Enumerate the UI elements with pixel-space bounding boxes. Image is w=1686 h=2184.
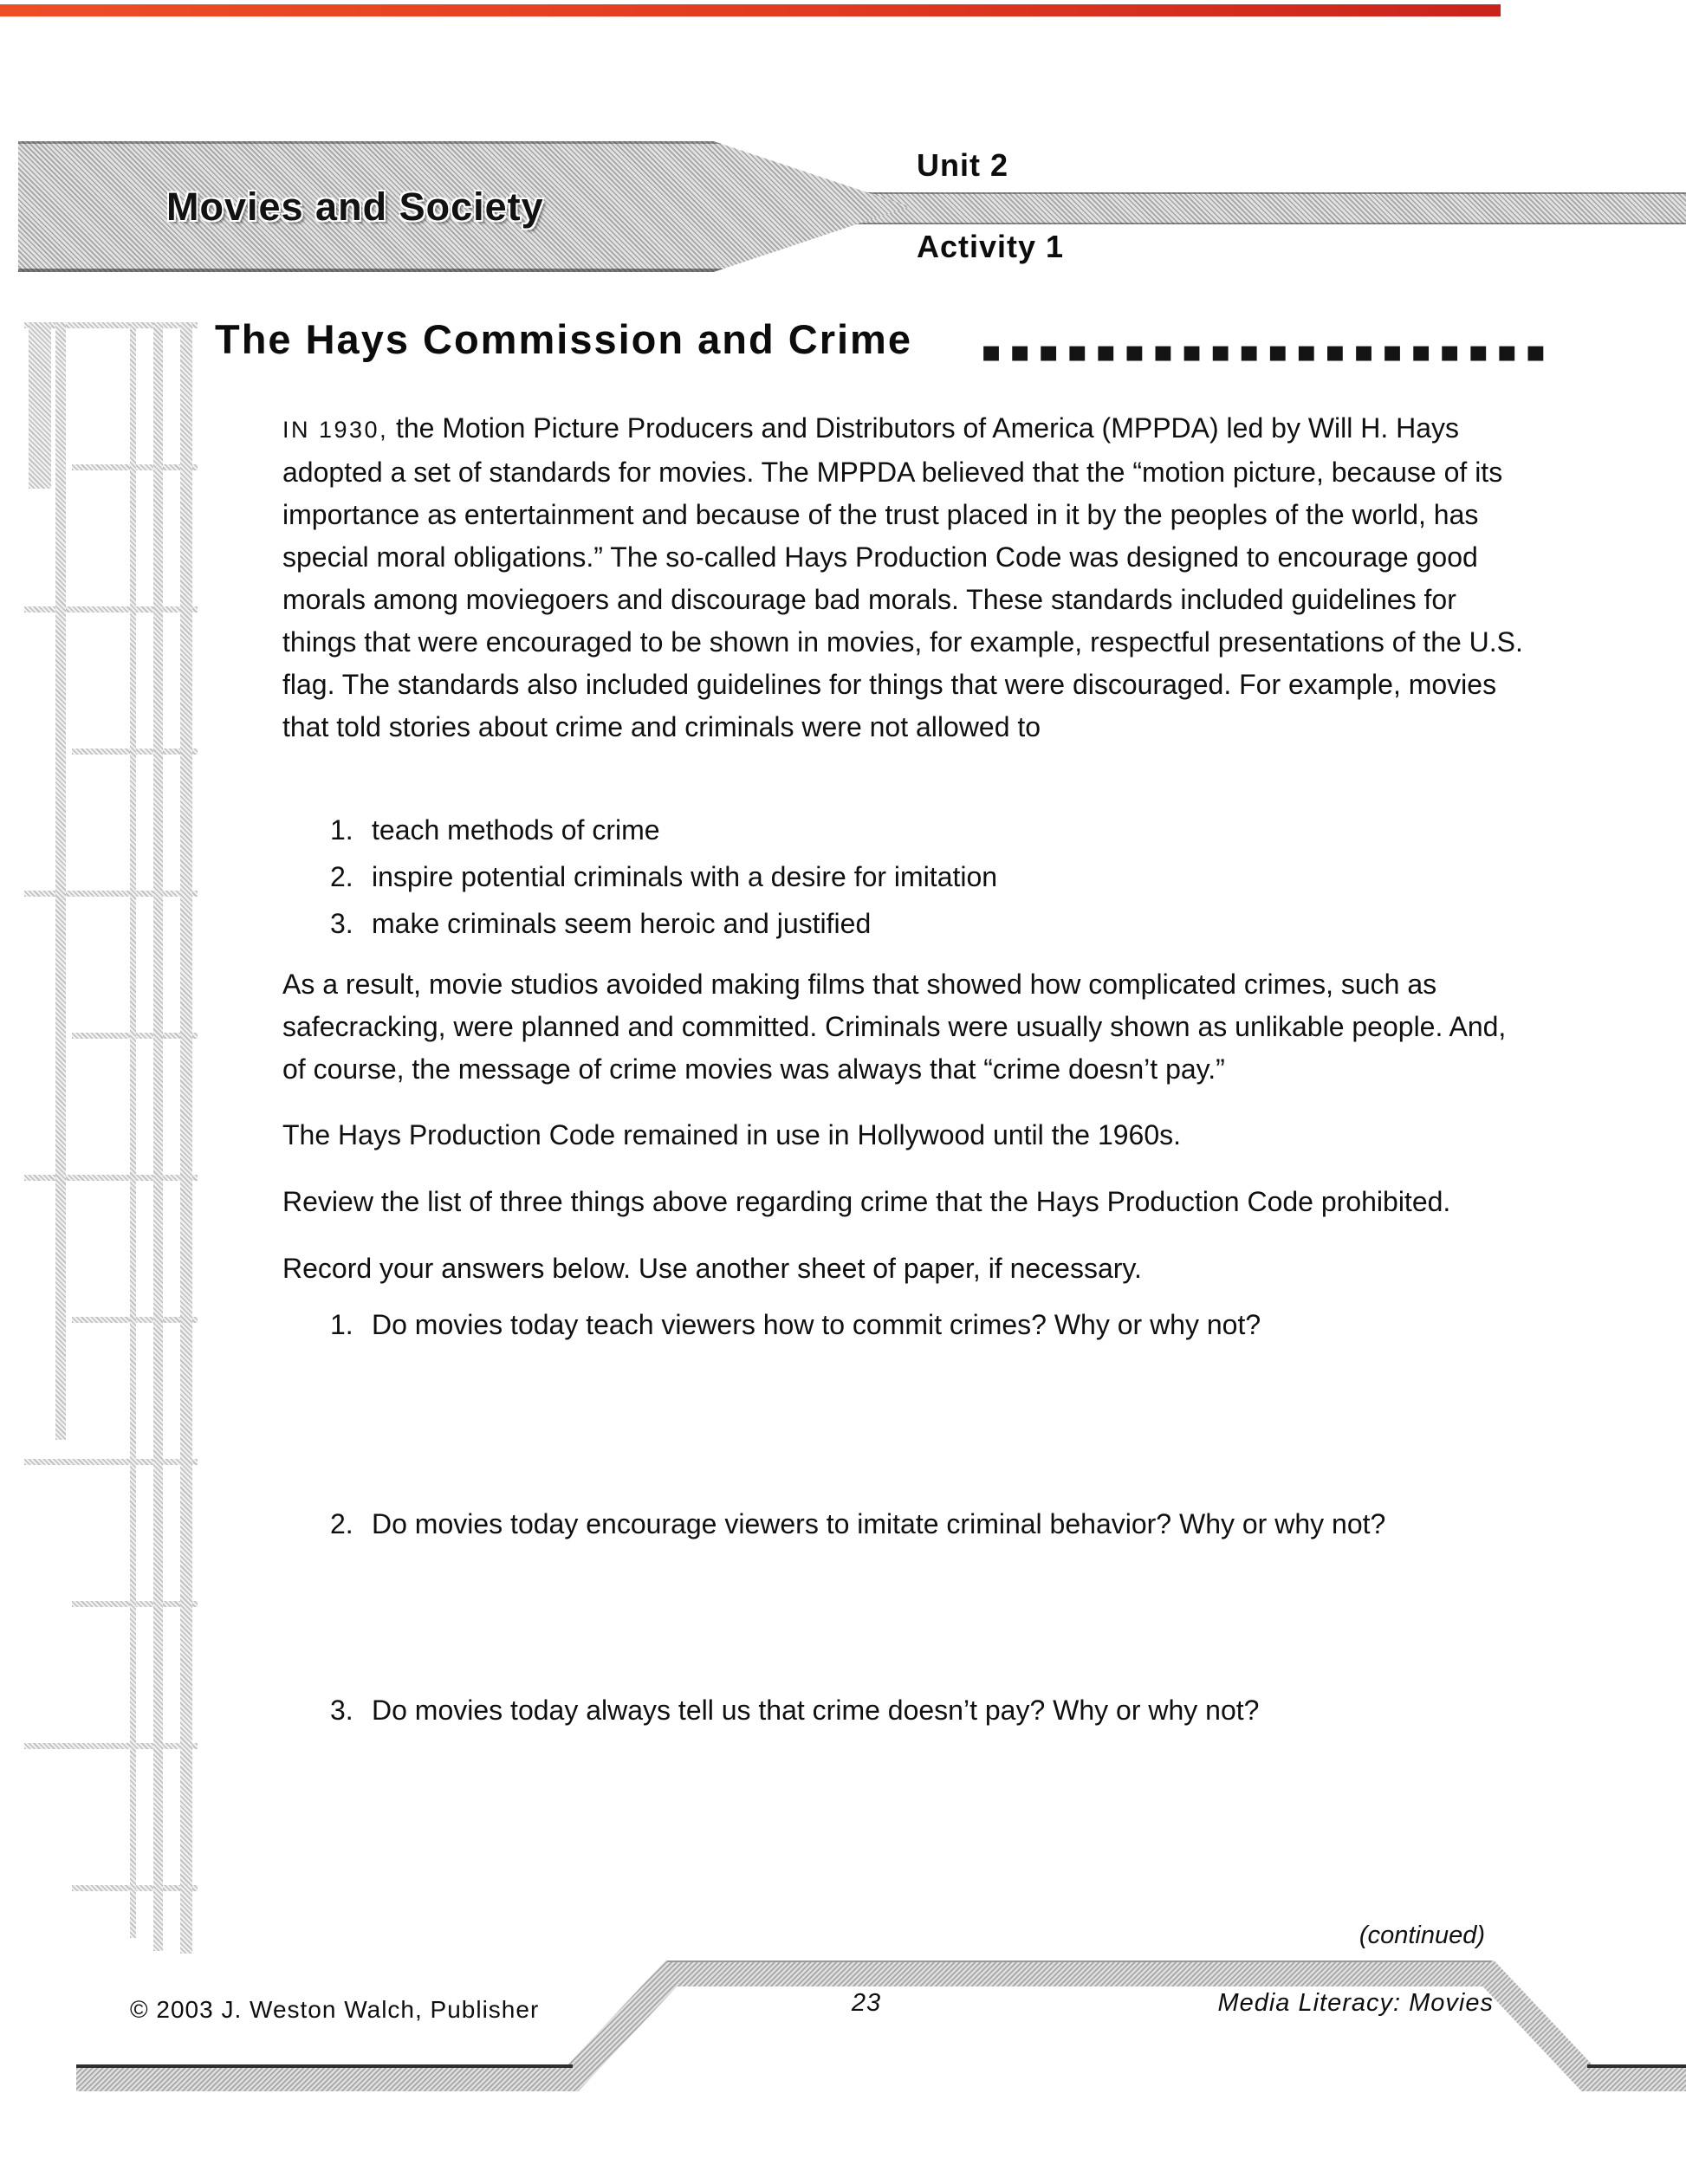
list-item-text: inspire potential criminals with a desire for imitation [372, 861, 998, 892]
question-text: Do movies today teach viewers how to commit crimes? Why or why not? [372, 1309, 1261, 1340]
filmstrip-rail [153, 322, 163, 1951]
filmstrip-rung [24, 606, 198, 612]
question-item [330, 1503, 1534, 1546]
list-item-number: 3. [330, 908, 353, 939]
question-number: 1. [330, 1309, 353, 1340]
continued-note: (continued) [1359, 1922, 1485, 1949]
filmstrip-rail [180, 322, 192, 1954]
body-paragraph: The Hays Production Code remained in use in Hollywood until the 1960s. [282, 1119, 1182, 1150]
list-item-text: teach methods of crime [372, 814, 660, 846]
filmstrip-rail [55, 322, 66, 1440]
question-item [330, 1304, 1534, 1346]
question-number: 2. [330, 1508, 353, 1539]
question-text: Do movies today encourage viewers to imitate criminal behavior? Why or why not? [372, 1508, 1386, 1539]
filmstrip-rail [29, 322, 51, 489]
footer-copyright: © 2003 J. Weston Walch, Publisher [130, 1996, 540, 2023]
list-item-number: 2. [330, 861, 353, 892]
leadin-text: IN 1930, [282, 417, 389, 443]
footer-ribbon-graphic [0, 1954, 1686, 2101]
question-text: Do movies today always tell us that crime doesn’t pay? Why or why not? [372, 1695, 1260, 1726]
list-item-text: make criminals seem heroic and justified [372, 908, 872, 939]
filmstrip-rail [130, 322, 136, 1938]
unit-label: Unit 2 [917, 147, 1009, 183]
filmstrip-rung [24, 1459, 198, 1465]
question-number: 3. [330, 1695, 353, 1726]
footer-book-title: Media Literacy: Movies [1217, 1989, 1494, 2017]
activity-label: Activity 1 [917, 229, 1065, 264]
list-item [330, 809, 1534, 852]
list-item-number: 1. [330, 814, 353, 846]
filmstrip-rung [24, 1743, 198, 1749]
body-paragraph: As a result, movie studios avoided making films that showed how complicated crimes, such as safecracking, were planned and committed. Criminals were usually shown as unlikable people. And, of course, the message of crime movies was always that “crime doesn’t pay.” [282, 969, 1507, 1085]
question-item [330, 1689, 1534, 1732]
body-paragraph: Review the list of three things above regarding crime that the Hays Production Code prohibited. [282, 1186, 1451, 1217]
filmstrip-rung [24, 1175, 198, 1181]
filmstrip-rung [24, 891, 198, 897]
body-paragraph: Record your answers below. Use another sheet of paper, if necessary. [282, 1253, 1142, 1284]
list-item [330, 856, 1534, 898]
footer-page-number: 23 [851, 1989, 882, 2017]
page-title: The Hays Commission and Crime [215, 316, 912, 362]
intro-text: the Motion Picture Producers and Distributors of America (MPPDA) led by Will H. Hays adopted a set of standards for movies. The MPPDA believed that the “motion picture, because of its importance as entertainment and because of the trust placed in it by the peoples of the world, has special moral obligations.” The so-called Hays Production Code was designed to encourage good morals among moviegoers and discourage bad morals. These standards included guidelines for things that were encouraged to be shown in movies, for example, respectful presentations of the U.S. flag. The standards also included guidelines for things that were discouraged. For example, movies that told stories about crime and criminals were not allowed to [282, 412, 1523, 742]
section-title: Movies and Society [166, 185, 544, 229]
list-item [330, 903, 1534, 945]
top-accent-bar [0, 4, 1501, 16]
filmstrip-decoration [24, 322, 198, 1954]
intro-paragraph [282, 407, 1530, 749]
title-dash-rule: -------------------- [981, 287, 1554, 408]
